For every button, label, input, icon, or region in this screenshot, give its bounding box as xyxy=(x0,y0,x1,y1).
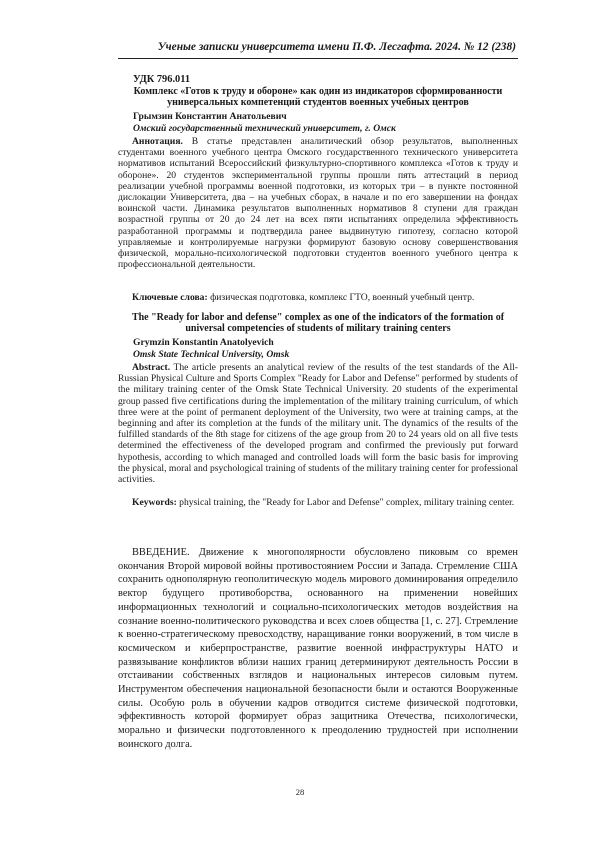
keywords-ru xyxy=(118,292,518,303)
keywords-label-en: Keywords: xyxy=(132,497,177,508)
article-title-en: The "Ready for labor and defense" complex as one of the indicators of the formation of universal competencies of students of military training centers xyxy=(131,312,505,335)
abstract-label-ru: Аннотация. xyxy=(132,136,183,147)
author-name-en: Grymzin Konstantin Anatolyevich xyxy=(133,337,274,348)
page-number: 28 xyxy=(295,787,305,797)
udk-code: УДК 796.011 xyxy=(133,74,191,85)
header-rule xyxy=(118,58,518,59)
introduction-label: ВВЕДЕНИЕ. xyxy=(132,547,190,558)
author-affiliation-en: Omsk State Technical University, Omsk xyxy=(133,349,290,360)
abstract-ru xyxy=(118,136,518,270)
keywords-text-en: physical training, the "Ready for Labor and Defense" complex, military training center. xyxy=(176,497,515,508)
article-title-ru: Комплекс «Готов к труду и обороне» как один из индикаторов сформированности универсальных компетенций студентов военных учебных центров xyxy=(133,86,503,109)
introduction-text: Движение к многополярности обусловлено пиковым со времен окончания Второй мировой войны противостоянием России и Запада. Стремление США сохранить однополярную геополитическую модель мирового доминирования определило вектор будущего противоборства, основанного на применении новейших информационных технологий и социально-психологических методов воздействия на сознание военно-политического руководства и всех слоев общества [1, с. 27]. Стремление к военно-стратегическому превосходству, наращивание гонки вооружений, в том числе в космическом и киберпространстве, развитие военной инфраструктуры НАТО и развязывание конфликтов вблизи наших границ детерминируют деятельность России в отстаивании собственных взглядов и национальных интересов силовым путем. Инструментом обеспечения национальной безопасности были и остаются Вооруженные силы. Особую роль в обучении кадров отводится системе физической подготовки, эффективность которой формирует образ защитника Отечества, психологически, морально и физически подготовленного к преодолению трудностей при исполнении воинского долга. xyxy=(118,547,518,750)
abstract-label-en: Abstract. xyxy=(132,362,171,373)
abstract-en xyxy=(118,362,518,485)
abstract-text-en: The article presents an analytical review of the results of the test standards of the All-Russian Physical Culture and Sports Complex "Ready for Labor and Defense" performed by students of the military training center of the Omsk State Technical University. 20 students of the experimental group passed five certifications during the implementation of the military training curriculum, of which three were at the point of permanent deployment of the University, two were at training camps, at the beginning and after its completion at the funds of the military unit. The dynamics of the results of the fulfilled standards of the 8th stage for citizens of the age group from 20 to 24 years old on all five tests determined the effectiveness of the developed program and confirmed the previously put forward hypothesis, according to which managed and controlled loads will form the basic basis for improving the physical, moral and psychological training of students of the military training center for professional activities. xyxy=(118,362,518,486)
abstract-text-ru: В статье представлен аналитический обзор результатов, выполненных студентами военного учебного центра Омского государственного технического университета нормативов испытаний Всероссийский физкультурно-спортивного комплекса «Готов к труду и обороне». 20 студентов экспериментальной группы прошли пять аттестаций в период реализации учебной программы военной подготовки, из которых три – в пункте постоянной дислокации Университета, два – на учебных сборах, в начале и по его завершении на фондах воинской части. Динамика результатов выполненных нормативов 8 ступени для граждан возрастной группы от 20 до 24 лет на всех пяти испытаниях определила эффективность разработанной программы и подтвердила ранее выдвинутую гипотезу, согласно которой управляемые и контролируемые нагрузки формируют базовую основу совершенствования физической, морально-психологической подготовки студентов военного учебного центра к профессиональной деятельности. xyxy=(118,136,518,271)
introduction-paragraph xyxy=(118,546,518,752)
author-affiliation-ru: Омский государственный технический университет, г. Омск xyxy=(133,123,396,134)
author-name-ru: Грымзин Константин Анатольевич xyxy=(133,111,287,122)
keywords-text-ru: физическая подготовка, комплекс ГТО, военный учебный центр. xyxy=(207,292,475,303)
keywords-en xyxy=(118,497,518,508)
keywords-label-ru: Ключевые слова: xyxy=(132,292,208,303)
running-header: Ученые записки университета имени П.Ф. Лесгафта. 2024. № 12 (238) xyxy=(157,41,516,53)
